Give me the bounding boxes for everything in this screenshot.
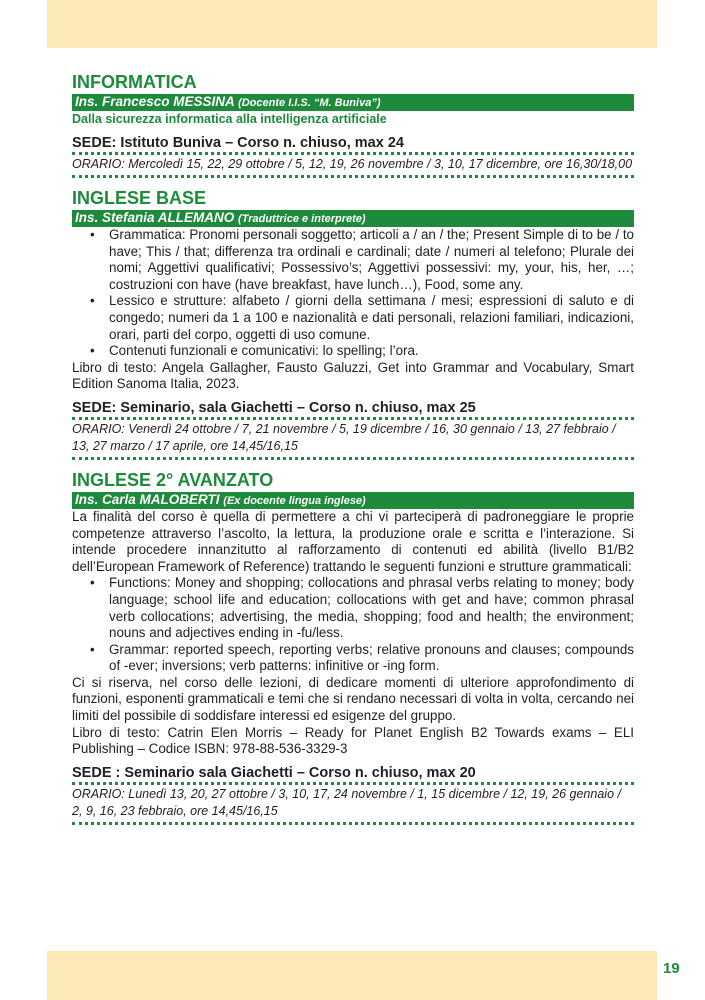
topic-list <box>72 575 634 675</box>
teacher-bar <box>72 94 634 111</box>
course-location: SEDE: Istituto Buniva – Corso n. chiuso, max 24 <box>72 135 404 151</box>
textbook-info: Libro di testo: Angela Gallagher, Fausto Galuzzi, Get into Grammar and Vocabulary, Smart Edition Sanoma Italia, 2023. <box>72 359 634 392</box>
course-location: SEDE : Seminario sala Giachetti – Corso n. chiuso, max 20 <box>72 764 476 781</box>
header-band <box>47 0 657 48</box>
page-number: 19 <box>663 960 680 977</box>
teacher-role: (Ex docente lingua inglese) <box>223 494 366 507</box>
course-informatica <box>72 71 634 178</box>
footer-band <box>47 951 657 1000</box>
list-item: • Contenuti funzionali e comunicativi: lo spelling; l’ora. <box>109 343 634 360</box>
list-item: • Grammatica: Pronomi personali soggetto; articoli a / an / the; Present Simple di to be / to have; This / that; differenza tra ordinali e cardinali; date / numeri al telefono; Plurale dei nomi; Aggettivi qualificativi; Possessivo’s; Aggettivi possessivi: my, your, his, her, …; costruzioni con have (have breakfast, have lunch…), Food, some any. <box>109 227 634 293</box>
course-schedule: ORARIO: Mercoledì 15, 22, 29 ottobre / 5, 12, 19, 26 novembre / 3, 10, 17 dicembre, ore 16,30/18,00 <box>72 152 634 178</box>
course-intro: La finalità del corso è quella di permettere a chi vi parteciperà di padroneggiare le proprie competenze attraverso l’ascolto, la lettura, la produzione orale e scritta e l’interazione. Si intende procedere innanzitutto al rafforzamento di contenuti ed abilità (livello B1/B2 dell’European Framework of Reference) trattando le seguenti funzioni e strutture grammaticali: <box>72 508 634 574</box>
section-title: INGLESE 2° AVANZATO <box>72 469 274 490</box>
teacher-bar <box>72 210 634 227</box>
topic-list <box>72 227 634 360</box>
course-note: Ci si riserva, nel corso delle lezioni, di dedicare momenti di ulteriore approfondimento di funzioni, esponenti grammaticali e temi che si rendano necessari di volta in volta, cercando nei limiti del possibile di soddisfare interessi ed esigenze del gruppo. <box>72 674 634 724</box>
course-subtitle: Dalla sicurezza informatica alla intelligenza artificiale <box>72 112 387 126</box>
teacher-name: Ins. Stefania ALLEMANO <box>75 210 235 225</box>
section-title: INGLESE BASE <box>72 188 207 208</box>
textbook-info: Libro di testo: Catrin Elen Morris – Ready for Planet English B2 Towards exams – ELI Publishing – Codice ISBN: 978-88-536-3329-3 <box>72 724 634 757</box>
list-item: • Lessico e strutture: alfabeto / giorni della settimana / mesi; espressioni di saluto e di congedo; numeri da 1 a 100 e nazionalità e dati personali, relazioni familiari, indicazioni, orari, parti del corpo, oggetti di uso comune. <box>109 293 634 343</box>
list-item: • Functions: Money and shopping; collocations and phrasal verbs relating to money; body language; school life and education; collocations with get and have; common phrasal verb collocations; advertising, the media, shopping; food and health; the environment; nouns and adjectives ending in -fu/less. <box>109 575 634 641</box>
course-inglese-base <box>72 187 634 460</box>
teacher-bar <box>72 492 634 509</box>
course-location: SEDE: Seminario, sala Giachetti – Corso n. chiuso, max 25 <box>72 399 476 416</box>
teacher-name: Ins. Francesco MESSINA <box>75 94 235 109</box>
course-schedule: ORARIO: Lunedì 13, 20, 27 ottobre / 3, 10, 17, 24 novembre / 1, 15 dicembre / 12, 19, 26 gennaio / 2, 9, 16, 23 febbraio, ore 14,45/16,15 <box>72 782 634 825</box>
page-content <box>72 71 634 834</box>
teacher-role: (Traduttrice e interprete) <box>238 213 366 225</box>
course-inglese-avanzato <box>72 469 634 825</box>
section-title: INFORMATICA <box>72 72 197 92</box>
teacher-name: Ins. Carla MALOBERTI <box>75 491 220 507</box>
course-schedule: ORARIO: Venerdì 24 ottobre / 7, 21 novembre / 5, 19 dicembre / 16, 30 gennaio / 13, 27 febbraio / 13, 27 marzo / 17 aprile, ore 14,45/16,15 <box>72 417 634 460</box>
teacher-role: (Docente I.I.S. “M. Buniva”) <box>238 97 381 109</box>
list-item: • Grammar: reported speech, reporting verbs; relative pronouns and clauses; compounds of -ever; inversions; verb patterns: infinitive or -ing form. <box>109 642 634 675</box>
